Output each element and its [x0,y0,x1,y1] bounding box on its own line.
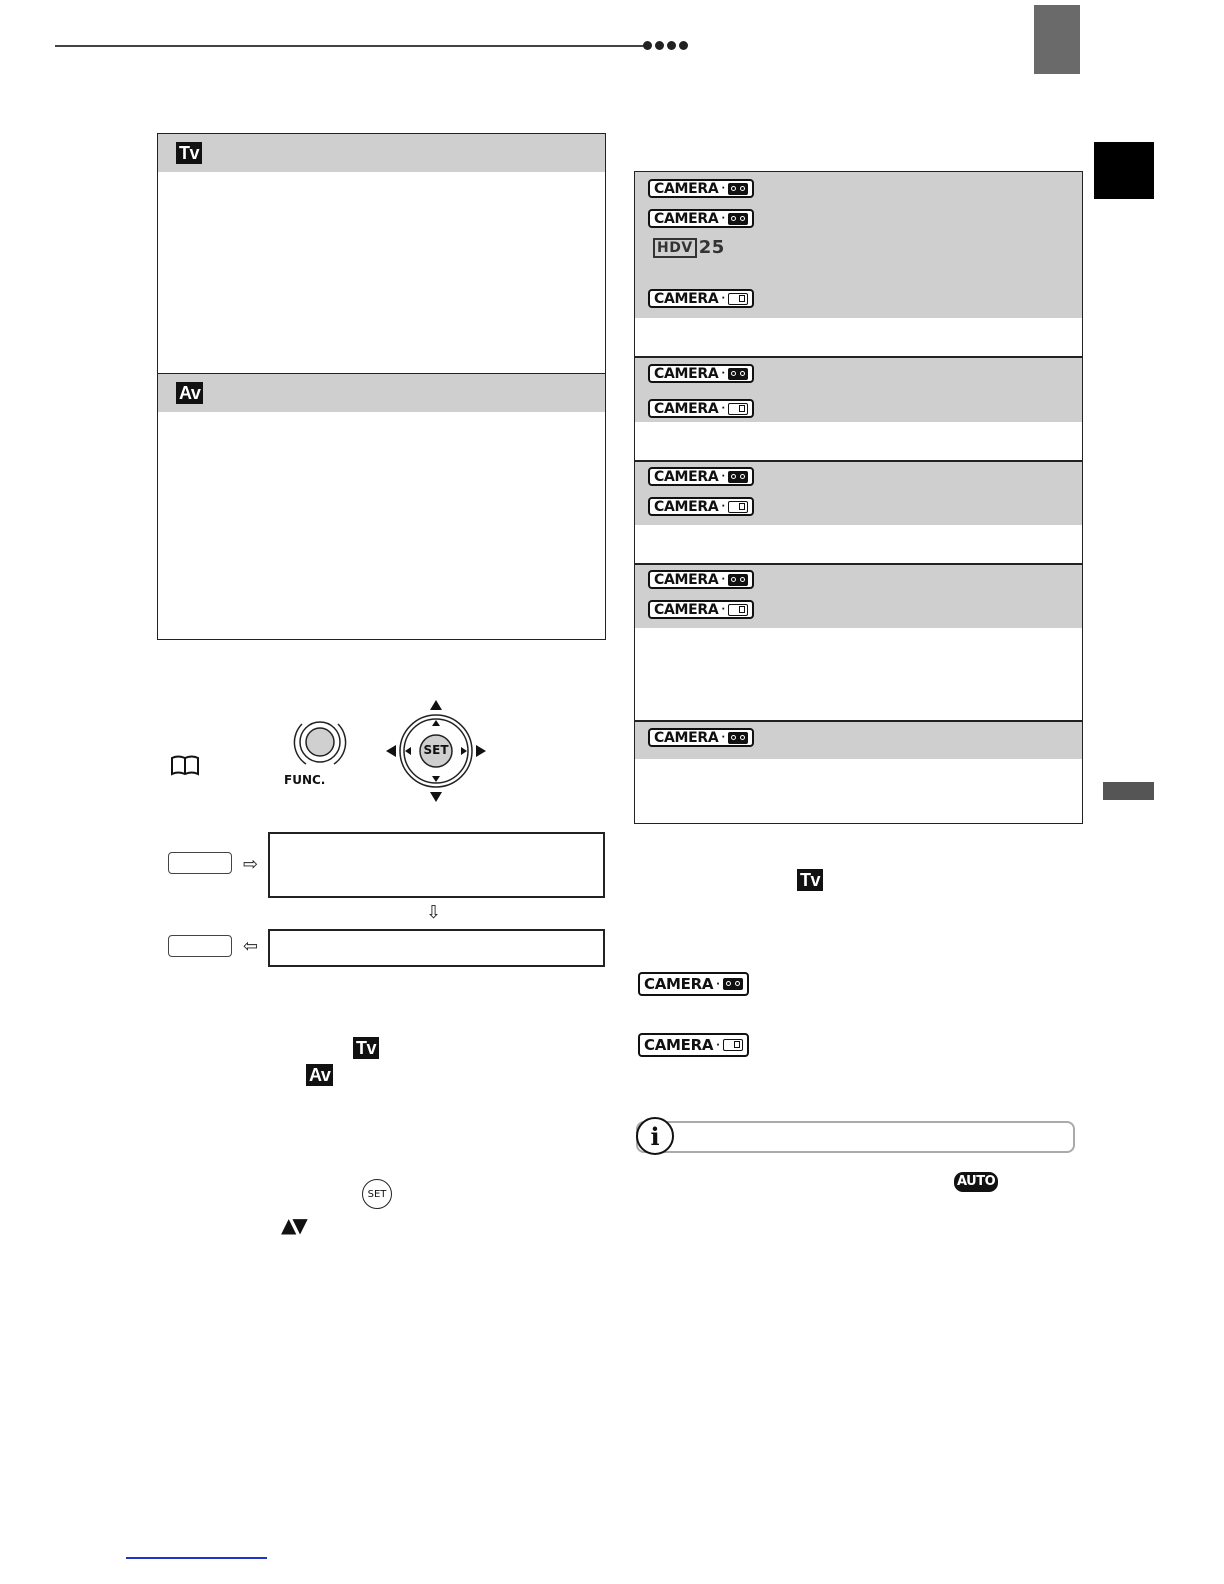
av-row-header [158,374,605,412]
tape-icon [728,183,748,195]
camera-tape-badge [648,209,754,228]
camera-label: CAMERA [654,571,719,588]
camera-dot: · [716,1039,720,1051]
func-label: FUNC. [284,773,326,787]
tape-icon [728,471,748,483]
camera-label: CAMERA [654,180,719,197]
card-icon [728,403,748,415]
set-button-icon: SET [362,1179,392,1209]
camera-label: CAMERA [654,365,719,382]
book-icon [170,754,200,776]
header-dot [655,41,664,50]
camera-dot: · [721,574,725,585]
camera-label: CAMERA [644,1036,714,1054]
arrow-down-icon: ⇩ [426,902,442,923]
header-dot [667,41,676,50]
camera-label: CAMERA [654,290,719,307]
hdv25-logo [653,237,725,258]
camera-card-badge [638,1033,749,1057]
camera-dot: · [721,293,725,304]
camera-tape-badge [648,364,754,383]
camera-card-badge [648,289,754,308]
camera-tape-badge [648,179,754,198]
camera-label: CAMERA [654,601,719,618]
language-tab [1094,142,1154,199]
camera-label: CAMERA [654,468,719,485]
header-dot [679,41,688,50]
card-icon [728,293,748,305]
hdv-label: HDV [653,238,697,258]
camera-label: CAMERA [654,400,719,417]
tape-icon [728,213,748,225]
section-marker [1103,782,1154,800]
camera-label: CAMERA [654,498,719,515]
tv-mode-icon: Tv [797,869,823,891]
camera-tape-badge [648,467,754,486]
av-mode-icon: Av [176,382,203,404]
up-down-arrows-icon: ▲▼ [281,1213,304,1237]
camera-dot: · [721,732,725,743]
auto-mode-icon: AUTO [954,1172,998,1192]
camera-tape-badge [638,972,749,996]
tape-icon [723,978,743,990]
card-icon [723,1039,743,1051]
flow-step-box [268,832,605,898]
chapter-tab [1034,5,1080,74]
camera-tape-badge [648,570,754,589]
camera-dot: · [721,471,725,482]
camera-dot: · [721,403,725,414]
flow-end-pill [168,935,232,957]
tape-icon [728,368,748,380]
header-rule [55,45,645,47]
camera-dot: · [716,978,720,990]
camera-card-badge [648,600,754,619]
camera-card-badge [648,399,754,418]
tv-row-header [158,134,605,172]
notes-header-bar [636,1121,1075,1153]
camera-label: CAMERA [654,729,719,746]
av-mode-icon: Av [306,1064,333,1086]
card-icon [728,501,748,513]
arrow-left-icon: ⇦ [243,936,259,957]
mode-table [157,133,606,640]
camera-label: CAMERA [644,975,714,993]
info-icon: i [636,1117,674,1155]
header-dots [643,38,688,52]
camera-tape-badge [648,728,754,747]
camera-card-badge [648,497,754,516]
camera-dot: · [721,501,725,512]
tv-mode-icon: Tv [353,1037,379,1059]
tv-mode-icon: Tv [176,142,202,164]
joystick-set-label: SET [423,743,449,757]
tape-icon [728,574,748,586]
availability-table [634,171,1083,824]
func-button[interactable] [292,716,348,772]
camera-dot: · [721,213,725,224]
tape-icon [728,732,748,744]
footer-link-underline[interactable] [126,1557,267,1559]
arrow-right-icon: ⇨ [243,854,259,875]
card-icon [728,604,748,616]
camera-label: CAMERA [654,210,719,227]
flow-start-pill [168,852,232,874]
flow-result-box [268,929,605,967]
header-dot [643,41,652,50]
camera-dot: · [721,604,725,615]
camera-dot: · [721,368,725,379]
camera-dot: · [721,183,725,194]
hdv-framerate: 25 [698,237,725,258]
